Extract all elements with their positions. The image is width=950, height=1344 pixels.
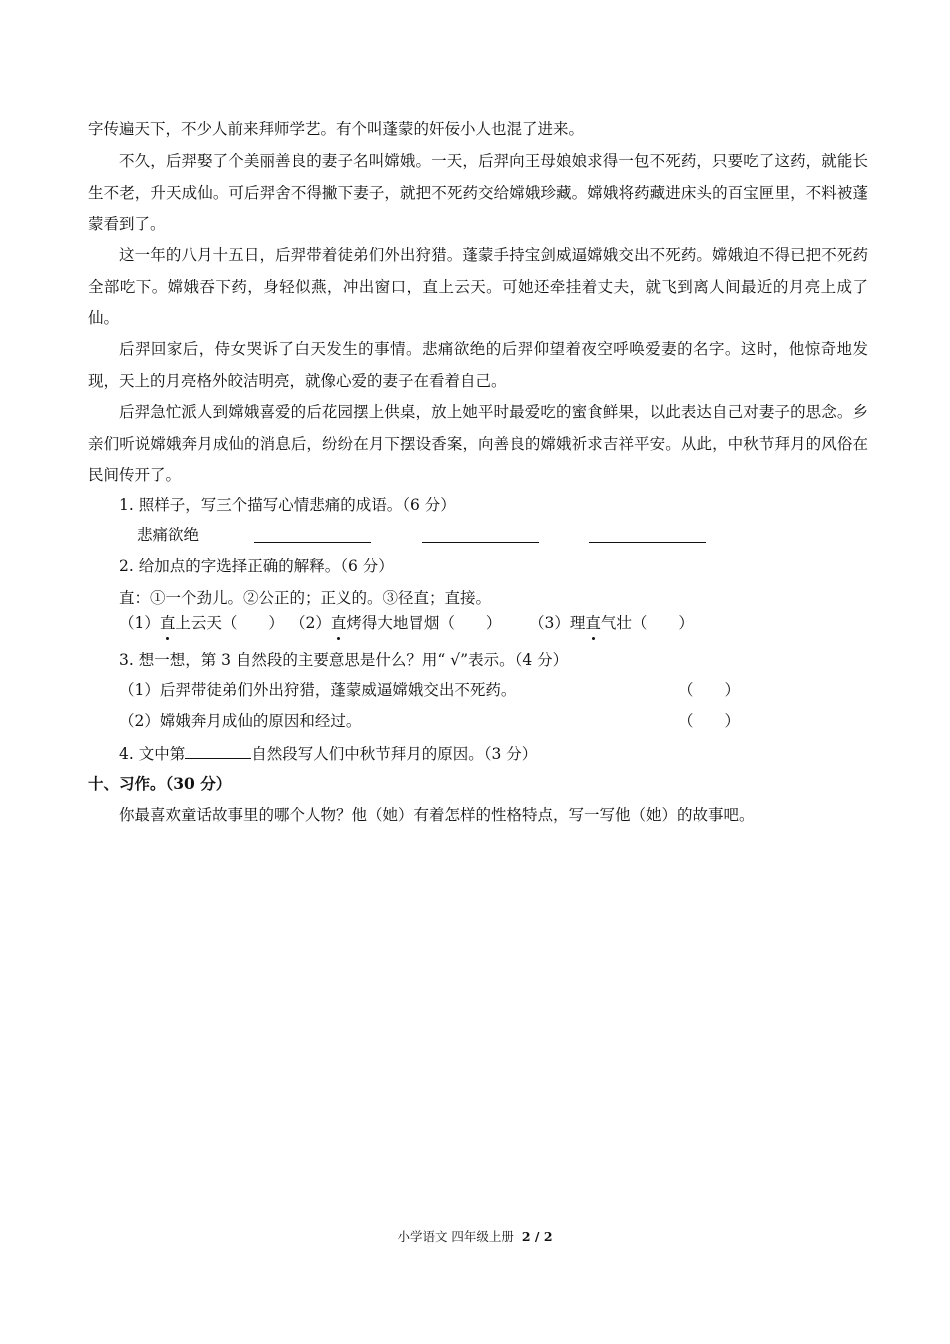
dotted-character: 直 — [585, 614, 601, 632]
section-10-heading: 十、习作。（30 分） — [88, 774, 232, 793]
question-3-option-1: （1）后羿带徒弟们外出狩猎，蓬蒙威逼嫦娥交出不死药。 — [119, 681, 517, 699]
item-rest: 烤得大地冒烟（ ） — [346, 614, 502, 632]
question-2-item-1[interactable] — [119, 612, 284, 634]
question-4 — [119, 742, 537, 765]
question-4-suffix: 自然段写人们中秋节拜月的原因。（3 分） — [251, 745, 538, 763]
footer-subject: 小学语文 四年级上册 — [397, 1229, 514, 1244]
story-paragraph-2: 这一年的八月十五日，后羿带着徒弟们外出狩猎。蓬蒙手持宝剑威逼嫦娥交出不死药。嫦娥迫不得已把不死药全部吃下。嫦娥吞下药，身轻似燕，冲出窗口，直上云天。可她还牵挂着丈夫，就飞到离人间最近的月亮上成了仙。 — [88, 246, 868, 327]
question-2-definitions: 直：①一个劲儿。②公正的；正义的。③径直；直接。 — [119, 589, 492, 607]
question-3-option-2-box[interactable]: （ ） — [678, 712, 741, 730]
question-2-item-3[interactable] — [529, 612, 694, 634]
dotted-character: 直 — [159, 614, 176, 632]
section-10-prompt: 你最喜欢童话故事里的哪个人物？他（她）有着怎样的性格特点，写一写他（她）的故事吧。 — [119, 806, 755, 824]
question-3-option-1-box[interactable]: （ ） — [678, 681, 741, 699]
idiom-answer-blank-2[interactable] — [422, 526, 539, 543]
story-paragraph-4: 后羿急忙派人到嫦娥喜爱的后花园摆上供桌，放上她平时最爱吃的蜜食鲜果，以此表达自己对妻子的思念。乡亲们听说嫦娥奔月成仙的消息后，纷纷在月下摆设香案，向善良的嫦娥祈求吉祥平安。从此，中秋节拜月的风俗在民间传开了。 — [88, 403, 868, 484]
question-4-prefix: 4. 文中第 — [119, 745, 186, 763]
story-paragraph-1: 不久，后羿娶了个美丽善良的妻子名叫嫦娥。一天，后羿向王母娘娘求得一包不死药，只要吃了这药，就能长生不老，升天成仙。可后羿舍不得撇下妻子，就把不死药交给嫦娥珍藏。嫦娥将药藏进床头的百宝匣里，不料被蓬蒙看到了。 — [88, 152, 868, 233]
page-footer — [0, 1228, 950, 1246]
item-rest: 气壮（ ） — [600, 614, 694, 632]
item-number: （3）理 — [529, 614, 586, 632]
story-paragraph-3: 后羿回家后，侍女哭诉了白天发生的事情。悲痛欲绝的后羿仰望着夜空呼唤爱妻的名字。这时，他惊奇地发现，天上的月亮格外皎洁明亮，就像心爱的妻子在看着自己。 — [88, 340, 868, 390]
question-2-item-2[interactable] — [290, 612, 501, 634]
question-2-prompt: 2. 给加点的字选择正确的解释。（6 分） — [119, 557, 394, 575]
idiom-answer-blank-3[interactable] — [589, 526, 706, 543]
item-number: （1） — [119, 614, 160, 632]
item-rest: 上云天（ ） — [175, 614, 284, 632]
footer-page-number: 2 / 2 — [521, 1229, 553, 1244]
idiom-answer-blank-1[interactable] — [254, 526, 371, 543]
question-3-option-2: （2）嫦娥奔月成仙的原因和经过。 — [119, 712, 362, 730]
paragraph-number-blank[interactable] — [185, 742, 251, 759]
question-3-prompt: 3. 想一想，第 3 自然段的主要意思是什么？用“ √”表示。（4 分） — [119, 651, 569, 669]
item-number: （2） — [290, 614, 331, 632]
question-1-prompt: 1. 照样子，写三个描写心情悲痛的成语。（6 分） — [119, 496, 456, 514]
story-paragraph-0: 字传遍天下，不少人前来拜师学艺。有个叫蓬蒙的奸佞小人也混了进来。 — [88, 120, 585, 138]
question-1-example: 悲痛欲绝 — [137, 526, 200, 544]
dotted-character: 直 — [330, 614, 347, 632]
